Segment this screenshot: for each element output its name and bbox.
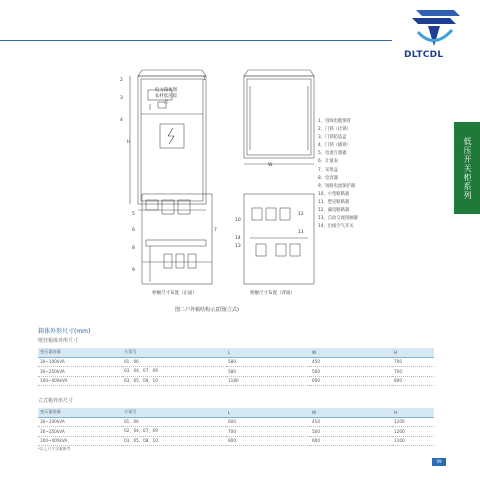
- cell: 100~400kVA: [40, 438, 68, 444]
- callout-6: 6: [132, 228, 135, 233]
- stand-table-title: 立式箱外形尺寸: [38, 398, 74, 404]
- cell: 30~100kVA: [40, 359, 65, 365]
- callout-12: 12: [298, 212, 304, 217]
- legend-item: 7、采集盒: [318, 167, 338, 173]
- figure-caption: 图二户外箱结构示意图(立式): [175, 307, 239, 313]
- cell: 30~100kVA: [40, 419, 65, 425]
- cell: 1200: [394, 419, 405, 425]
- table-row: [38, 357, 434, 367]
- cell: 1200: [394, 428, 405, 434]
- header-capacity: 变压器容量: [40, 349, 61, 355]
- wall-table-title: 壁挂箱体外形尺寸: [38, 338, 79, 344]
- header-scheme: 方案号: [124, 409, 137, 415]
- header-h: H: [394, 349, 398, 355]
- front-panel-label: 电力箱体图 农村低压综合: [154, 88, 178, 105]
- callout-8: 8: [132, 246, 135, 251]
- legend-item: 11、塑壳断路器: [318, 199, 350, 205]
- brand-logo: [404, 6, 466, 54]
- table-row: [38, 417, 434, 427]
- cell: 100~400kVA: [40, 378, 68, 384]
- cell: 30~250kVA: [40, 428, 65, 434]
- callout-9: 9: [132, 268, 135, 273]
- page-number: 09: [432, 458, 446, 466]
- wall-dimensions-table: [38, 348, 434, 386]
- footnote: *以上尺寸仅做参考: [38, 446, 71, 451]
- brand-name: DLTCDL: [404, 50, 444, 60]
- height-label: H: [127, 140, 131, 145]
- cell: 03、04、07、09: [124, 368, 158, 374]
- table-header-row: [38, 408, 434, 417]
- legend-item: 9、短路电流保护器: [318, 183, 356, 189]
- cell: 1180: [228, 378, 239, 384]
- header-l: L: [228, 349, 231, 355]
- callout-4: 4: [120, 118, 123, 123]
- callout-10: 10: [235, 218, 241, 223]
- cell: 600: [312, 438, 320, 444]
- table-row: [38, 436, 434, 446]
- cell: 1100: [394, 438, 405, 444]
- cell: 03、05、08、10: [124, 377, 158, 383]
- cell: 700: [228, 428, 236, 434]
- header-scheme: 方案号: [124, 349, 137, 355]
- cell: 600: [228, 419, 236, 425]
- legend-item: 5、电流互感器: [318, 151, 347, 157]
- legend-item: 3、门锁防盗盒: [318, 135, 347, 141]
- front-layout-label: 柜额尺寸布置（正面）: [152, 291, 197, 296]
- cell: 01、06: [124, 358, 139, 364]
- cell: 700: [394, 368, 402, 374]
- header-rule: [0, 40, 392, 41]
- cell: 500: [312, 368, 320, 374]
- cell: 03、05、08、10: [124, 437, 158, 443]
- cell: 700: [394, 359, 402, 365]
- header-l: L: [228, 409, 231, 415]
- callout-14: 14: [235, 236, 241, 241]
- parts-legend: [318, 118, 358, 231]
- table-row: [38, 427, 434, 437]
- cell: 450: [312, 359, 320, 365]
- cell: 500: [312, 428, 320, 434]
- header-capacity: 变压器容量: [40, 409, 61, 415]
- front-interior: [142, 194, 212, 284]
- stand-dimensions-table: [38, 408, 434, 446]
- legend-item: 8、电容器: [318, 175, 338, 181]
- legend-item: 10、小型断路器: [318, 191, 350, 197]
- back-interior: [244, 194, 314, 284]
- callout-2: 2: [120, 78, 123, 83]
- back-cabinet: [244, 70, 314, 164]
- cell: 600: [312, 378, 320, 384]
- callout-5: 5: [132, 212, 135, 217]
- cell: 30~250kVA: [40, 368, 65, 374]
- series-tab: 低压开关柜系列: [454, 122, 480, 214]
- width-label: W: [268, 163, 273, 168]
- legend-item: 12、漏电断路器: [318, 208, 350, 214]
- legend-item: 2、门锁（挂锁）: [318, 127, 351, 133]
- back-layout-label: 柜额尺寸布置（背面）: [250, 291, 295, 296]
- legend-item: 4、门锁（插锁）: [318, 143, 351, 149]
- cell: 800: [394, 378, 402, 384]
- cabinet-drawing: [100, 64, 320, 314]
- cell: 01、06: [124, 418, 139, 424]
- cell: 580: [228, 359, 236, 365]
- callout-1: 1: [203, 77, 206, 82]
- header-w: W: [312, 349, 317, 355]
- legend-item: 6、计量表: [318, 159, 338, 165]
- legend-item: 1、进线电缆保管: [318, 119, 351, 124]
- section-title: 箱体外形尺寸(mm): [38, 328, 91, 335]
- table-header-row: [38, 348, 434, 357]
- cell: 580: [228, 368, 236, 374]
- legend-item: 13、自动交流接触器: [318, 216, 358, 222]
- cell: 02、04、07、09: [124, 428, 158, 434]
- table-row: [38, 376, 434, 386]
- cell: 450: [312, 419, 320, 425]
- callout-11: 11: [298, 230, 304, 235]
- table-row: [38, 367, 434, 377]
- callout-7: 7: [214, 228, 217, 233]
- legend-item: 14、出线空气开关: [318, 224, 354, 230]
- callout-13: 13: [235, 244, 241, 249]
- header-w: W: [312, 409, 317, 415]
- callout-3: 3: [120, 96, 123, 101]
- header-h: H: [394, 409, 398, 415]
- cell: 800: [228, 438, 236, 444]
